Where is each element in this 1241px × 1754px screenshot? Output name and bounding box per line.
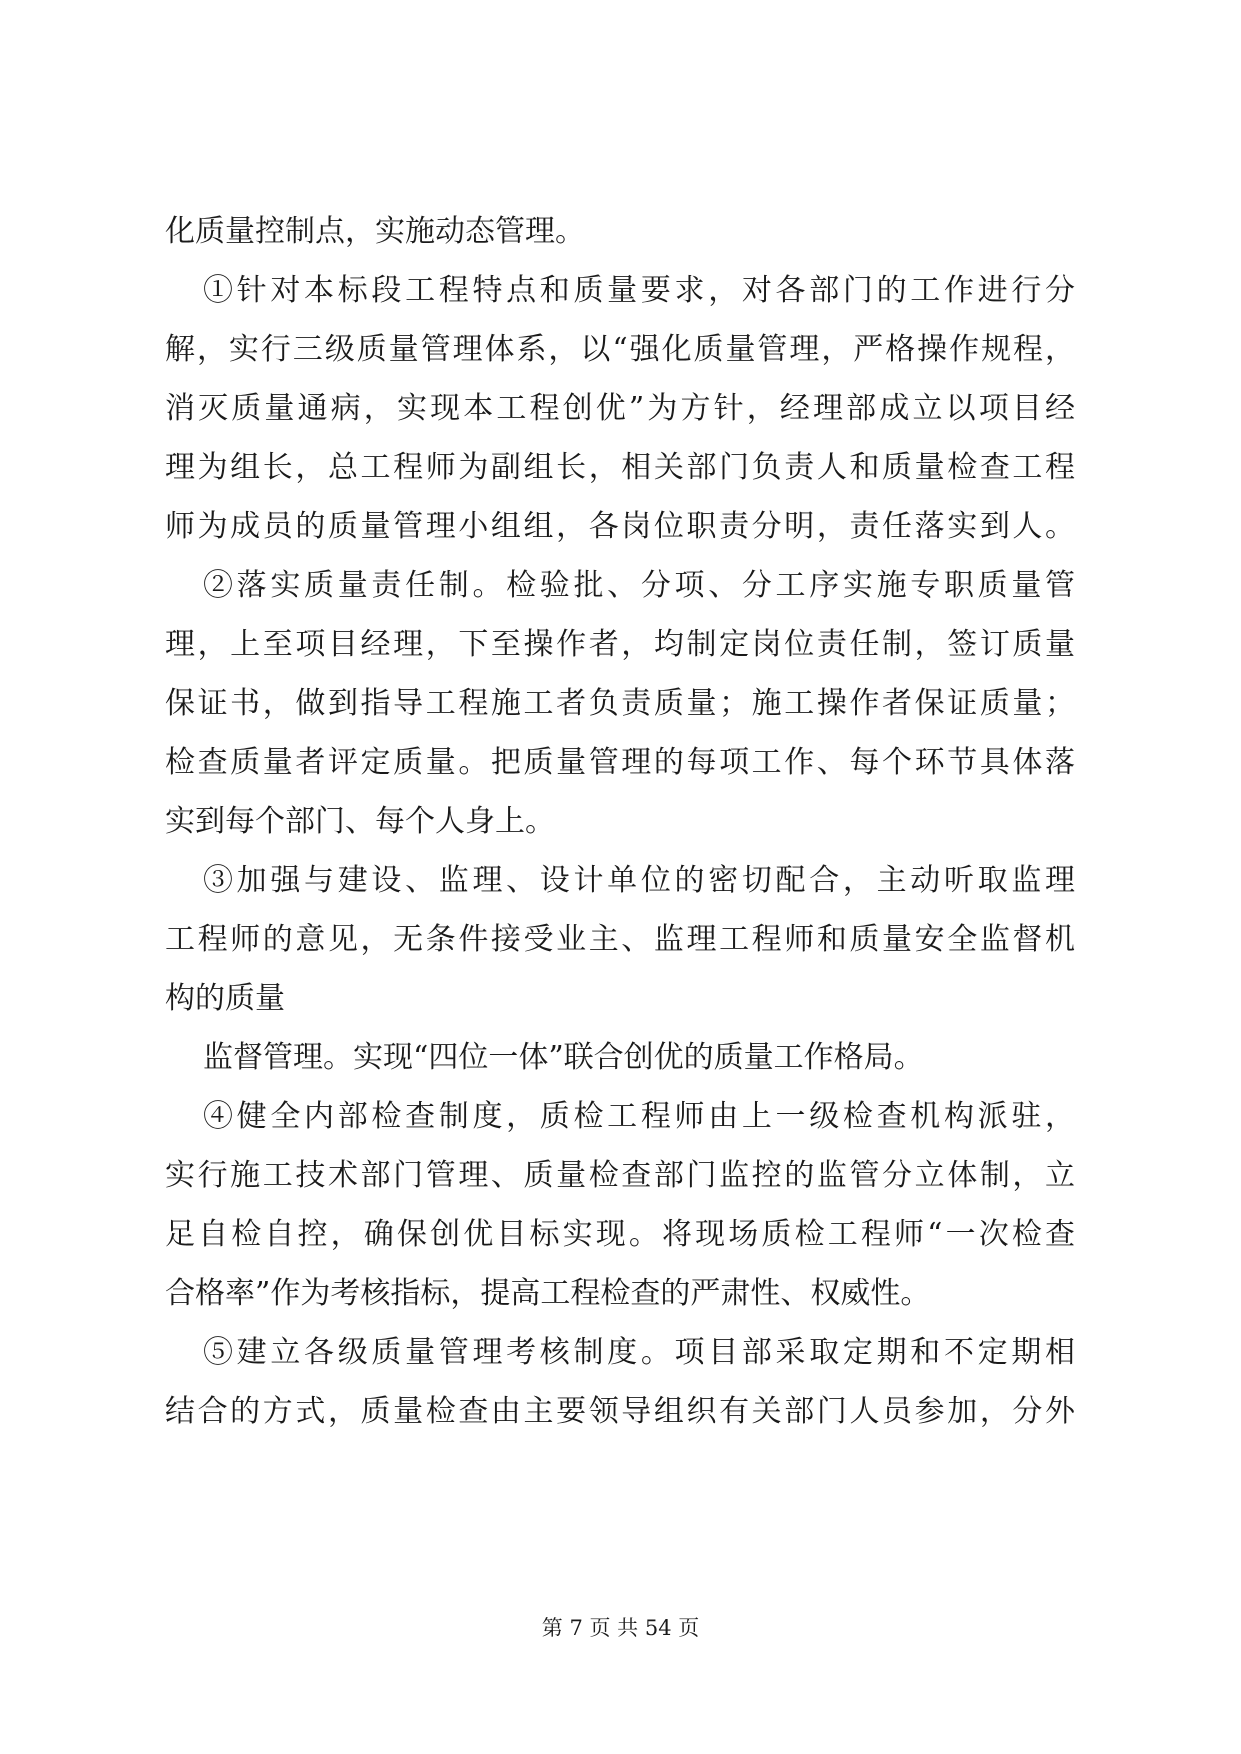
text-line: 解，实行三级质量管理体系，以“强化质量管理，严格操作规程，	[165, 332, 1075, 367]
list-item-2-line: ②落实质量责任制。检验批、分项、分工序实施专职质量管	[203, 568, 1075, 603]
text-line: 合格率”作为考核指标，提高工程检查的严肃性、权威性。	[165, 1276, 931, 1311]
page-number-footer: 第 7 页 共 54 页	[541, 1616, 700, 1640]
text-line: 保证书，做到指导工程施工者负责质量；施工操作者保证质量；	[165, 686, 1075, 721]
text-line: 师为成员的质量管理小组组，各岗位职责分明，责任落实到人。	[165, 509, 1075, 544]
text-line: 实到每个部门、每个人身上。	[165, 804, 555, 839]
text-line: 实行施工技术部门管理、质量检查部门监控的监管分立体制，立	[165, 1158, 1075, 1193]
text-line: 化质量控制点，实施动态管理。	[165, 214, 585, 249]
text-line: 构的质量	[165, 981, 285, 1016]
text-line: 消灭质量通病，实现本工程创优”为方针，经理部成立以项目经	[165, 391, 1075, 426]
text-line: 监督管理。实现“四位一体”联合创优的质量工作格局。	[203, 1040, 924, 1075]
text-line: 足自检自控，确保创优目标实现。将现场质检工程师“一次检查	[165, 1217, 1075, 1252]
list-item-3-line: ③加强与建设、监理、设计单位的密切配合，主动听取监理	[203, 863, 1075, 898]
text-line: 结合的方式，质量检查由主要领导组织有关部门人员参加，分外	[165, 1394, 1075, 1429]
list-item-4-line: ④健全内部检查制度，质检工程师由上一级检查机构派驻，	[203, 1099, 1075, 1134]
text-line: 理，上至项目经理，下至操作者，均制定岗位责任制，签订质量	[165, 627, 1075, 662]
text-line: 工程师的意见，无条件接受业主、监理工程师和质量安全监督机	[165, 922, 1075, 957]
list-item-1-line: ①针对本标段工程特点和质量要求，对各部门的工作进行分	[203, 273, 1075, 308]
text-line: 检查质量者评定质量。把质量管理的每项工作、每个环节具体落	[165, 745, 1075, 780]
text-line: 理为组长，总工程师为副组长，相关部门负责人和质量检查工程	[165, 450, 1075, 485]
list-item-5-line: ⑤建立各级质量管理考核制度。项目部采取定期和不定期相	[203, 1335, 1075, 1370]
